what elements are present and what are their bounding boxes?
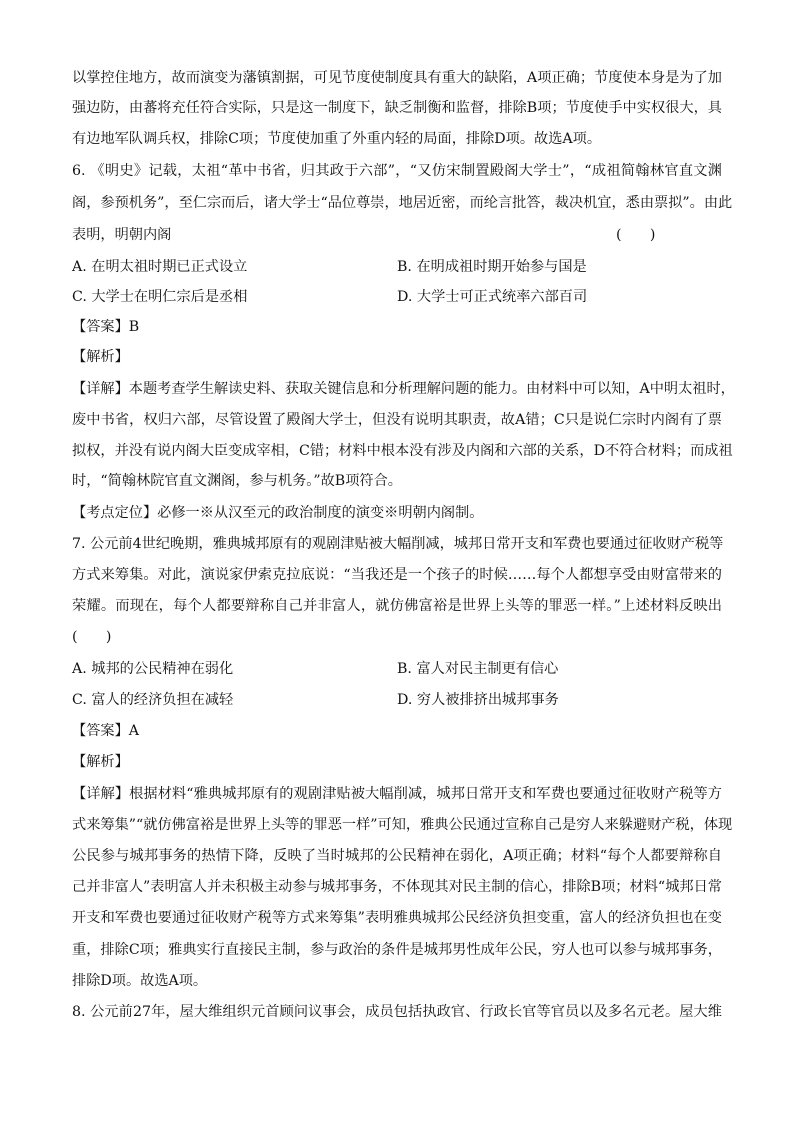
q7-detail-line: 己并非富人”表明富人并未积极主动参与城邦事务，不体现其对民主制的信心，排除B项；材料“城邦日常 <box>72 879 722 895</box>
q6-detail-line: 拟权，并没有说内阁大臣变成宰相，C错；材料中根本没有涉及内阁和六部的关系，D不符合材料；而成祖 <box>72 443 733 459</box>
q7-option-c: C. 富人的经济负担在减轻 <box>72 692 234 708</box>
q7-option-a: A. 城邦的公民精神在弱化 <box>72 661 234 677</box>
q7-answer-paren: ( ) <box>72 629 112 645</box>
q6-analysis-label: 【解析】 <box>72 349 129 365</box>
prev-explanation-line: 以掌控住地方，故而演变为藩镇割据，可见节度使制度具有重大的缺陷，A项正确；节度使本身是为了加 <box>72 70 722 86</box>
q6-stem-line: 6. 《明史》记载，太祖“革中书省，归其政于六部”，“又仿宋制置殿阁大学士”，“成祖简翰林官直文渊 <box>72 163 722 179</box>
q7-detail-line: 【详解】根据材料“雅典城邦原有的观剧津贴被大幅削减，城邦日常开支和军费也要通过征收财产税等方 <box>72 786 722 802</box>
q7-option-d: D. 穷人被排挤出城邦事务 <box>397 692 559 708</box>
q7-detail-line: 重，排除C项；雅典实行直接民主制，参与政治的条件是城邦男性成年公民，穷人也可以参与城邦事务， <box>72 942 722 958</box>
q7-answer: 【答案】A <box>72 723 139 739</box>
prev-explanation-line: 强边防，由蕃将充任符合实际，只是这一制度下，缺乏制衡和监督，排除B项；节度使手中实权很大，具 <box>72 100 722 116</box>
q7-detail-line: 公民参与城邦事务的热情下降，反映了当时城邦的公民精神在弱化，A项正确；材料“每个人都要辩称自 <box>72 848 722 864</box>
q6-option-a: A. 在明太祖时期已正式设立 <box>72 259 248 275</box>
q6-option-c: C. 大学士在明仁宗后是丞相 <box>72 289 248 305</box>
q7-stem-line: 方式来筹集。对此，演说家伊索克拉底说：“当我还是一个孩子的时候……每个人都想享受由财富带来的 <box>72 567 722 583</box>
q6-kaodian: 【考点定位】必修一※从汉至元的政治制度的演变※明朝内阁制。 <box>72 505 484 521</box>
q6-detail-line: 【详解】本题考查学生解读史料、获取关键信息和分析理解问题的能力。由材料中可以知，A中明太祖时， <box>72 381 735 397</box>
q6-detail-line: 废中书省，权归六部，尽管设置了殿阁大学士，但没有说明其职责，故A错；C只是说仁宗时内阁有了票 <box>72 412 722 428</box>
q7-option-b: B. 富人对民主制更有信心 <box>397 661 559 677</box>
q7-detail-line: 式来筹集”“就仿佛富裕是世界上头等的罪恶一样”可知，雅典公民通过宣称自己是穷人来躲避财产税，体现 <box>72 817 733 833</box>
q6-detail-line: 时，“简翰林院官直文渊阁，参与机务。”故B项符合。 <box>72 473 402 489</box>
q7-stem-line: 荣耀。而现在，每个人都要辩称自己并非富人，就仿佛富裕是世界上头等的罪恶一样。”上述材料反映出 <box>72 598 722 614</box>
q7-stem-line: 7. 公元前4世纪晚期，雅典城邦原有的观剧津贴被大幅削减，城邦日常开支和军费也要通过征收财产税等 <box>72 536 724 552</box>
q6-option-d: D. 大学士可正式统率六部百司 <box>397 289 588 305</box>
q6-option-b: B. 在明成祖时期开始参与国是 <box>397 259 587 275</box>
prev-explanation-line: 有边地军队调兵权，排除C项；节度使加重了外重内轻的局面，排除D项。故选A项。 <box>72 131 602 147</box>
q6-answer: 【答案】B <box>72 319 140 335</box>
q6-stem-line: 阁，参预机务”，至仁宗而后，诸大学士“品位尊崇，地居近密，而纶言批答，裁决机宜，悉由票拟”。由此 <box>72 195 733 211</box>
q7-analysis-label: 【解析】 <box>72 754 129 770</box>
q7-detail-line: 排除D项。故选A项。 <box>72 973 208 989</box>
q6-answer-paren: ( ) <box>616 227 656 243</box>
q6-stem-line: 表明，明朝内阁 <box>72 227 172 243</box>
q7-detail-line: 开支和军费也要通过征收财产税等方式来筹集”表明雅典城邦公民经济负担变重，富人的经济负担也在变 <box>72 910 722 926</box>
q8-stem-line: 8. 公元前27年，屋大维组织元首顾问议事会，成员包括执政官、行政长官等官员以及多名元老。屋大维 <box>72 1004 722 1020</box>
